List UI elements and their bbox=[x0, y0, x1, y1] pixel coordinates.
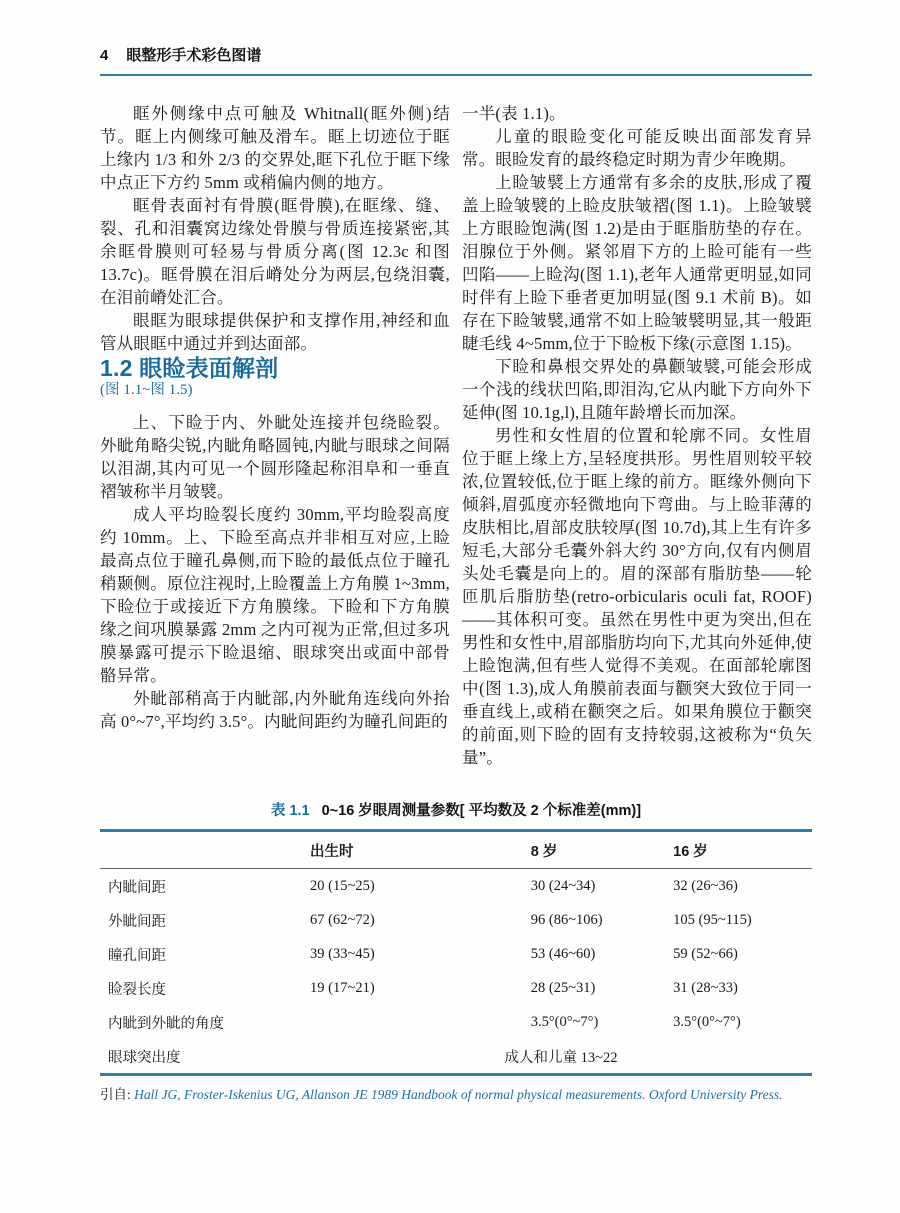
table-cell: 39 (33~45) bbox=[310, 945, 375, 962]
table-title-text: 0~16 岁眼周测量参数[ 平均数及 2 个标准差(mm)] bbox=[321, 803, 642, 819]
source-citation: Hall JG, Froster-Iskenius UG, Allanson JE 1989 Handbook of normal physical measurements. Oxford University Press. bbox=[134, 1087, 783, 1102]
table-cell: 32 (26~36) bbox=[673, 877, 738, 894]
paragraph-fissure-size: 成人平均睑裂长度约 30mm,平均睑裂高度约 10mm。上、下睑至高点并非相互对应,上睑最高点位于瞳孔鼻侧,而下睑的最低点位于瞳孔稍颞侧。原位注视时,上睑覆盖上方角膜 1~3mm,下睑位于或接近下方角膜缘。下睑和下方角膜缘之间巩膜暴露 2mm 之内可视为正常,但过多巩膜暴露可提示下睑退缩、眼球突出或面中部骨骼异常。 bbox=[100, 505, 450, 685]
column-header-empty bbox=[100, 831, 310, 869]
table-block bbox=[100, 799, 812, 1104]
paragraph-orbit-function: 眼眶为眼球提供保护和支撑作用,神经和血管从眼眶中通过并到达面部。 bbox=[100, 311, 450, 353]
paragraph-brow: 男性和女性眉的位置和轮廓不同。女性眉位于眶上缘上方,呈轻度拱形。男性眉则较平较浓,位置较低,位于眶上缘的前方。眶缘外侧向下倾斜,眉弧度亦轻微地向下弯曲。与上睑菲薄的皮肤相比,眉部皮肤较厚(图 10.7d),其上生有许多短毛,大部分毛囊外斜大约 30°方向,仅有内侧眉头处毛囊是向上的。眉的深部有脂肪垫——轮匝肌后脂肪垫(retro-orbicularis oculi fat, ROOF)——其体积可变。虽然在男性中更为突出,但在男性和女性中,眉部脂肪均向下,尤其向外延伸,使上睑饱满,但有些人觉得不美观。在面部轮廓图中(图 1.3),成人角膜前表面与颧突大致位于同一垂直线上,或稍在颧突之后。如果角膜位于颧突的前面,则下睑的固有支持较弱,这被称为“负矢量”。 bbox=[462, 426, 812, 767]
table-label: 表 1.1 bbox=[270, 803, 310, 819]
left-column bbox=[100, 102, 450, 769]
table-cell: 30 (24~34) bbox=[530, 877, 596, 894]
table-cell: 3.5°(0°~7°) bbox=[530, 1013, 599, 1030]
table-cell: 19 (17~21) bbox=[310, 979, 375, 996]
table-cell: 28 (25~31) bbox=[530, 979, 596, 996]
table-cell: 53 (46~60) bbox=[530, 945, 596, 962]
table-row bbox=[100, 903, 812, 937]
table-title bbox=[100, 799, 812, 820]
paragraph-tear-trough: 下睑和鼻根交界处的鼻颧皱襞,可能会形成一个浅的线状凹陷,即泪沟,它从内眦下方向外下延伸(图 10.1g,l),且随年龄增长而加深。 bbox=[462, 357, 812, 422]
table-row bbox=[100, 869, 812, 904]
column-header-birth: 出生时 bbox=[310, 831, 531, 869]
row-label: 眼球突出度 bbox=[108, 1049, 181, 1066]
table-header-row bbox=[100, 831, 812, 869]
table-cell: 105 (95~115) bbox=[673, 911, 752, 928]
column-header-age16: 16 岁 bbox=[673, 831, 812, 869]
paragraph-periosteum: 眶骨表面衬有骨膜(眶骨膜),在眶缘、缝、裂、孔和泪囊窝边缘处骨膜与骨质连接紧密,其余眶骨膜则可轻易与骨质分离(图 12.3c 和图 13.7c)。眶骨膜在泪后嵴处分为两层,包绕泪囊,在泪前嵴处汇合。 bbox=[100, 196, 450, 307]
running-head bbox=[100, 44, 812, 76]
table-row bbox=[100, 937, 812, 971]
row-label: 内眦到外眦的角度 bbox=[108, 1015, 224, 1032]
measurement-table bbox=[100, 829, 812, 1076]
paragraph-eyelid-crease: 上睑皱襞上方通常有多余的皮肤,形成了覆盖上睑皱襞的上睑皮肤皱褶(图 1.1)。上睑皱襞上方眼睑饱满(图 1.2)是由于眶脂肪垫的存在。泪腺位于外侧。紧邻眉下方的上睑可能有一些凹陷——上睑沟(图 1.1),老年人通常更明显,如同时伴有上睑下垂者更加明显(图 9.1 术前 B)。如存在下睑皱襞,通常不如上睑皱襞明显,其一般距睫毛线 4~5mm,位于下睑板下缘(示意图 1.15)。 bbox=[462, 173, 812, 353]
table-row bbox=[100, 971, 812, 1005]
paragraph-canthus: 上、下睑于内、外眦处连接并包绕睑裂。外眦角略尖锐,内眦角略圆钝,内眦与眼球之间隔以泪湖,其内可见一个圆形隆起称泪阜和一垂直褶皱称半月皱襞。 bbox=[100, 413, 450, 501]
table-source bbox=[100, 1086, 812, 1104]
table-cell: 3.5°(0°~7°) bbox=[673, 1013, 741, 1030]
section-heading: 1.2 眼睑表面解剖 bbox=[100, 355, 279, 381]
row-label: 内眦间距 bbox=[108, 879, 166, 896]
page-number: 4 bbox=[100, 47, 109, 64]
row-label: 睑裂长度 bbox=[108, 981, 166, 998]
table-cell: 96 (86~106) bbox=[530, 911, 603, 928]
page-content bbox=[100, 44, 812, 1104]
right-column bbox=[462, 102, 812, 769]
row-label: 瞳孔间距 bbox=[108, 947, 166, 964]
table-cell: 67 (62~72) bbox=[310, 911, 375, 928]
source-label: 引自: bbox=[100, 1087, 131, 1102]
table-cell bbox=[310, 1005, 531, 1039]
column-header-age8: 8 岁 bbox=[531, 831, 673, 869]
table-cell: 59 (52~66) bbox=[673, 945, 738, 962]
paragraph-continuation: 一半(表 1.1)。 bbox=[462, 104, 566, 123]
section-subcaption: (图 1.1~图 1.5) bbox=[100, 382, 193, 398]
paragraph-orbital-rim: 眶外侧缘中点可触及 Whitnall(眶外侧)结节。眶上内侧缘可触及滑车。眶上切迹位于眶上缘内 1/3 和外 2/3 的交界处,眶下孔位于眶下缘中点正下方约 5mm 或稍偏内侧的地方。 bbox=[100, 104, 450, 192]
table-row bbox=[100, 1039, 812, 1075]
paragraph-children: 儿童的眼睑变化可能反映出面部发育异常。眼睑发育的最终稳定时期为青少年晚期。 bbox=[462, 127, 812, 169]
book-title: 眼整形手术彩色图谱 bbox=[126, 47, 262, 64]
table-cell-span: 成人和儿童 13~22 bbox=[504, 1049, 618, 1066]
table-cell: 20 (15~25) bbox=[310, 877, 375, 894]
table-row bbox=[100, 1005, 812, 1039]
row-label: 外眦间距 bbox=[108, 913, 166, 930]
table-cell: 31 (28~33) bbox=[673, 979, 738, 996]
paragraph-canthal-angle: 外眦部稍高于内眦部,内外眦角连线向外抬高 0°~7°,平均约 3.5°。内眦间距约为瞳孔间距的 bbox=[100, 689, 450, 731]
two-column-body bbox=[100, 102, 812, 769]
